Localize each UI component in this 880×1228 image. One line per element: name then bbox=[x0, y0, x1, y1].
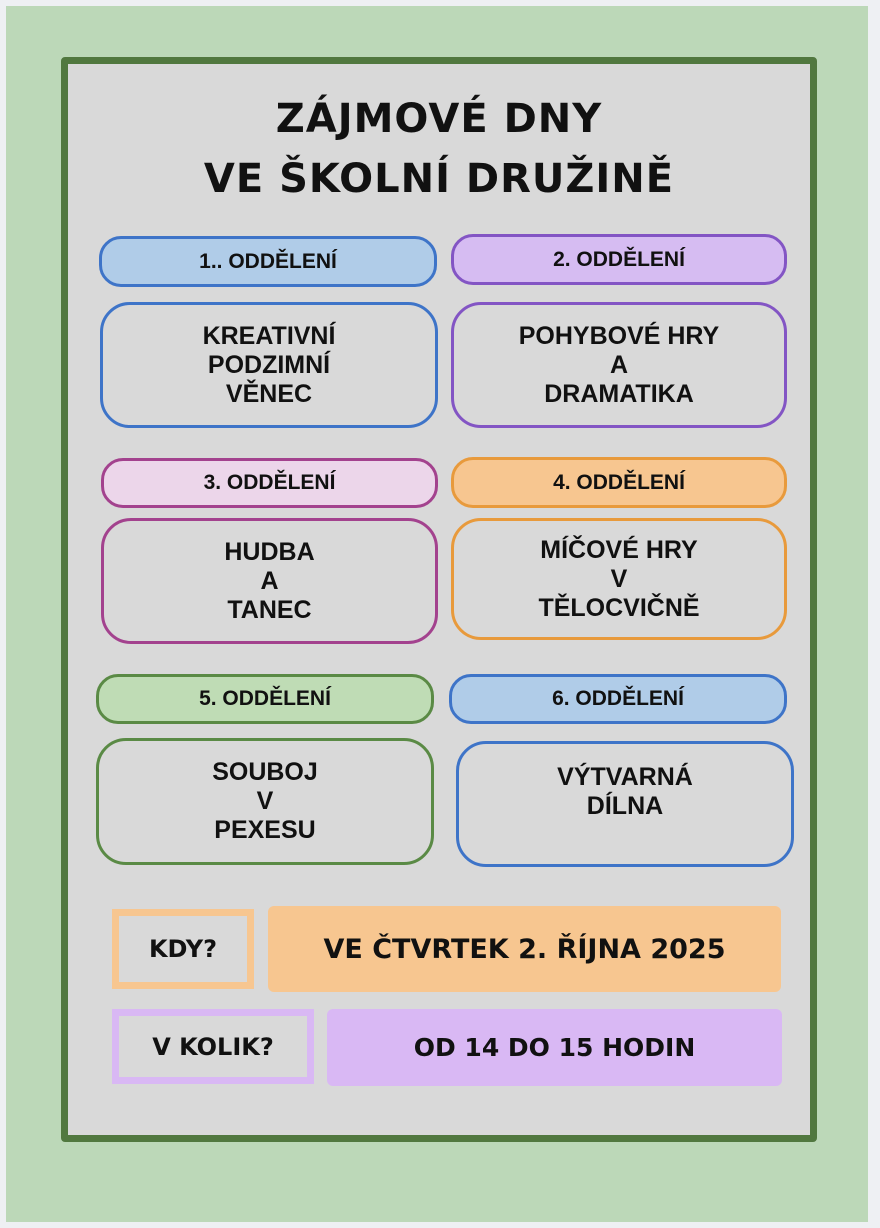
activity-3-box bbox=[101, 518, 438, 644]
department-1-label: 1.. ODDĚLENÍ bbox=[99, 236, 437, 287]
department-3-label: 3. ODDĚLENÍ bbox=[101, 458, 438, 508]
activity-2-text: POHYBOVÉ HRY A DRAMATIKA bbox=[518, 321, 720, 408]
activity-3-text: HUDBA A TANEC bbox=[224, 537, 315, 624]
activity-5-box bbox=[96, 738, 434, 865]
activity-1-text: KREATIVNÍ PODZIMNÍ VĚNEC bbox=[202, 321, 336, 408]
department-2-label: 2. ODDĚLENÍ bbox=[451, 234, 787, 285]
time-label: V KOLIK? bbox=[112, 1009, 314, 1084]
activity-1-box bbox=[100, 302, 438, 428]
poster-title-line-1: ZÁJMOVÉ DNY bbox=[275, 96, 603, 142]
time-value: OD 14 DO 15 HODIN bbox=[327, 1009, 782, 1086]
when-label: KDY? bbox=[112, 909, 254, 989]
when-value: VE ČTVRTEK 2. ŘÍJNA 2025 bbox=[268, 906, 781, 992]
department-4-label: 4. ODDĚLENÍ bbox=[451, 457, 787, 508]
department-6-label: 6. ODDĚLENÍ bbox=[449, 674, 787, 724]
activity-4-text: MÍČOVÉ HRY V TĚLOCVIČNĚ bbox=[538, 535, 700, 622]
poster-title-line-2: VE ŠKOLNÍ DRUŽINĚ bbox=[203, 156, 675, 202]
activity-6-box bbox=[456, 741, 794, 867]
department-5-label: 5. ODDĚLENÍ bbox=[96, 674, 434, 724]
poster-background bbox=[6, 6, 868, 1222]
activity-5-text: SOUBOJ V PEXESU bbox=[212, 758, 318, 844]
activity-4-box bbox=[451, 518, 787, 640]
poster-frame bbox=[61, 57, 817, 1142]
activity-2-box bbox=[451, 302, 787, 428]
activity-6-text: VÝTVARNÁ DÍLNA bbox=[557, 763, 693, 820]
